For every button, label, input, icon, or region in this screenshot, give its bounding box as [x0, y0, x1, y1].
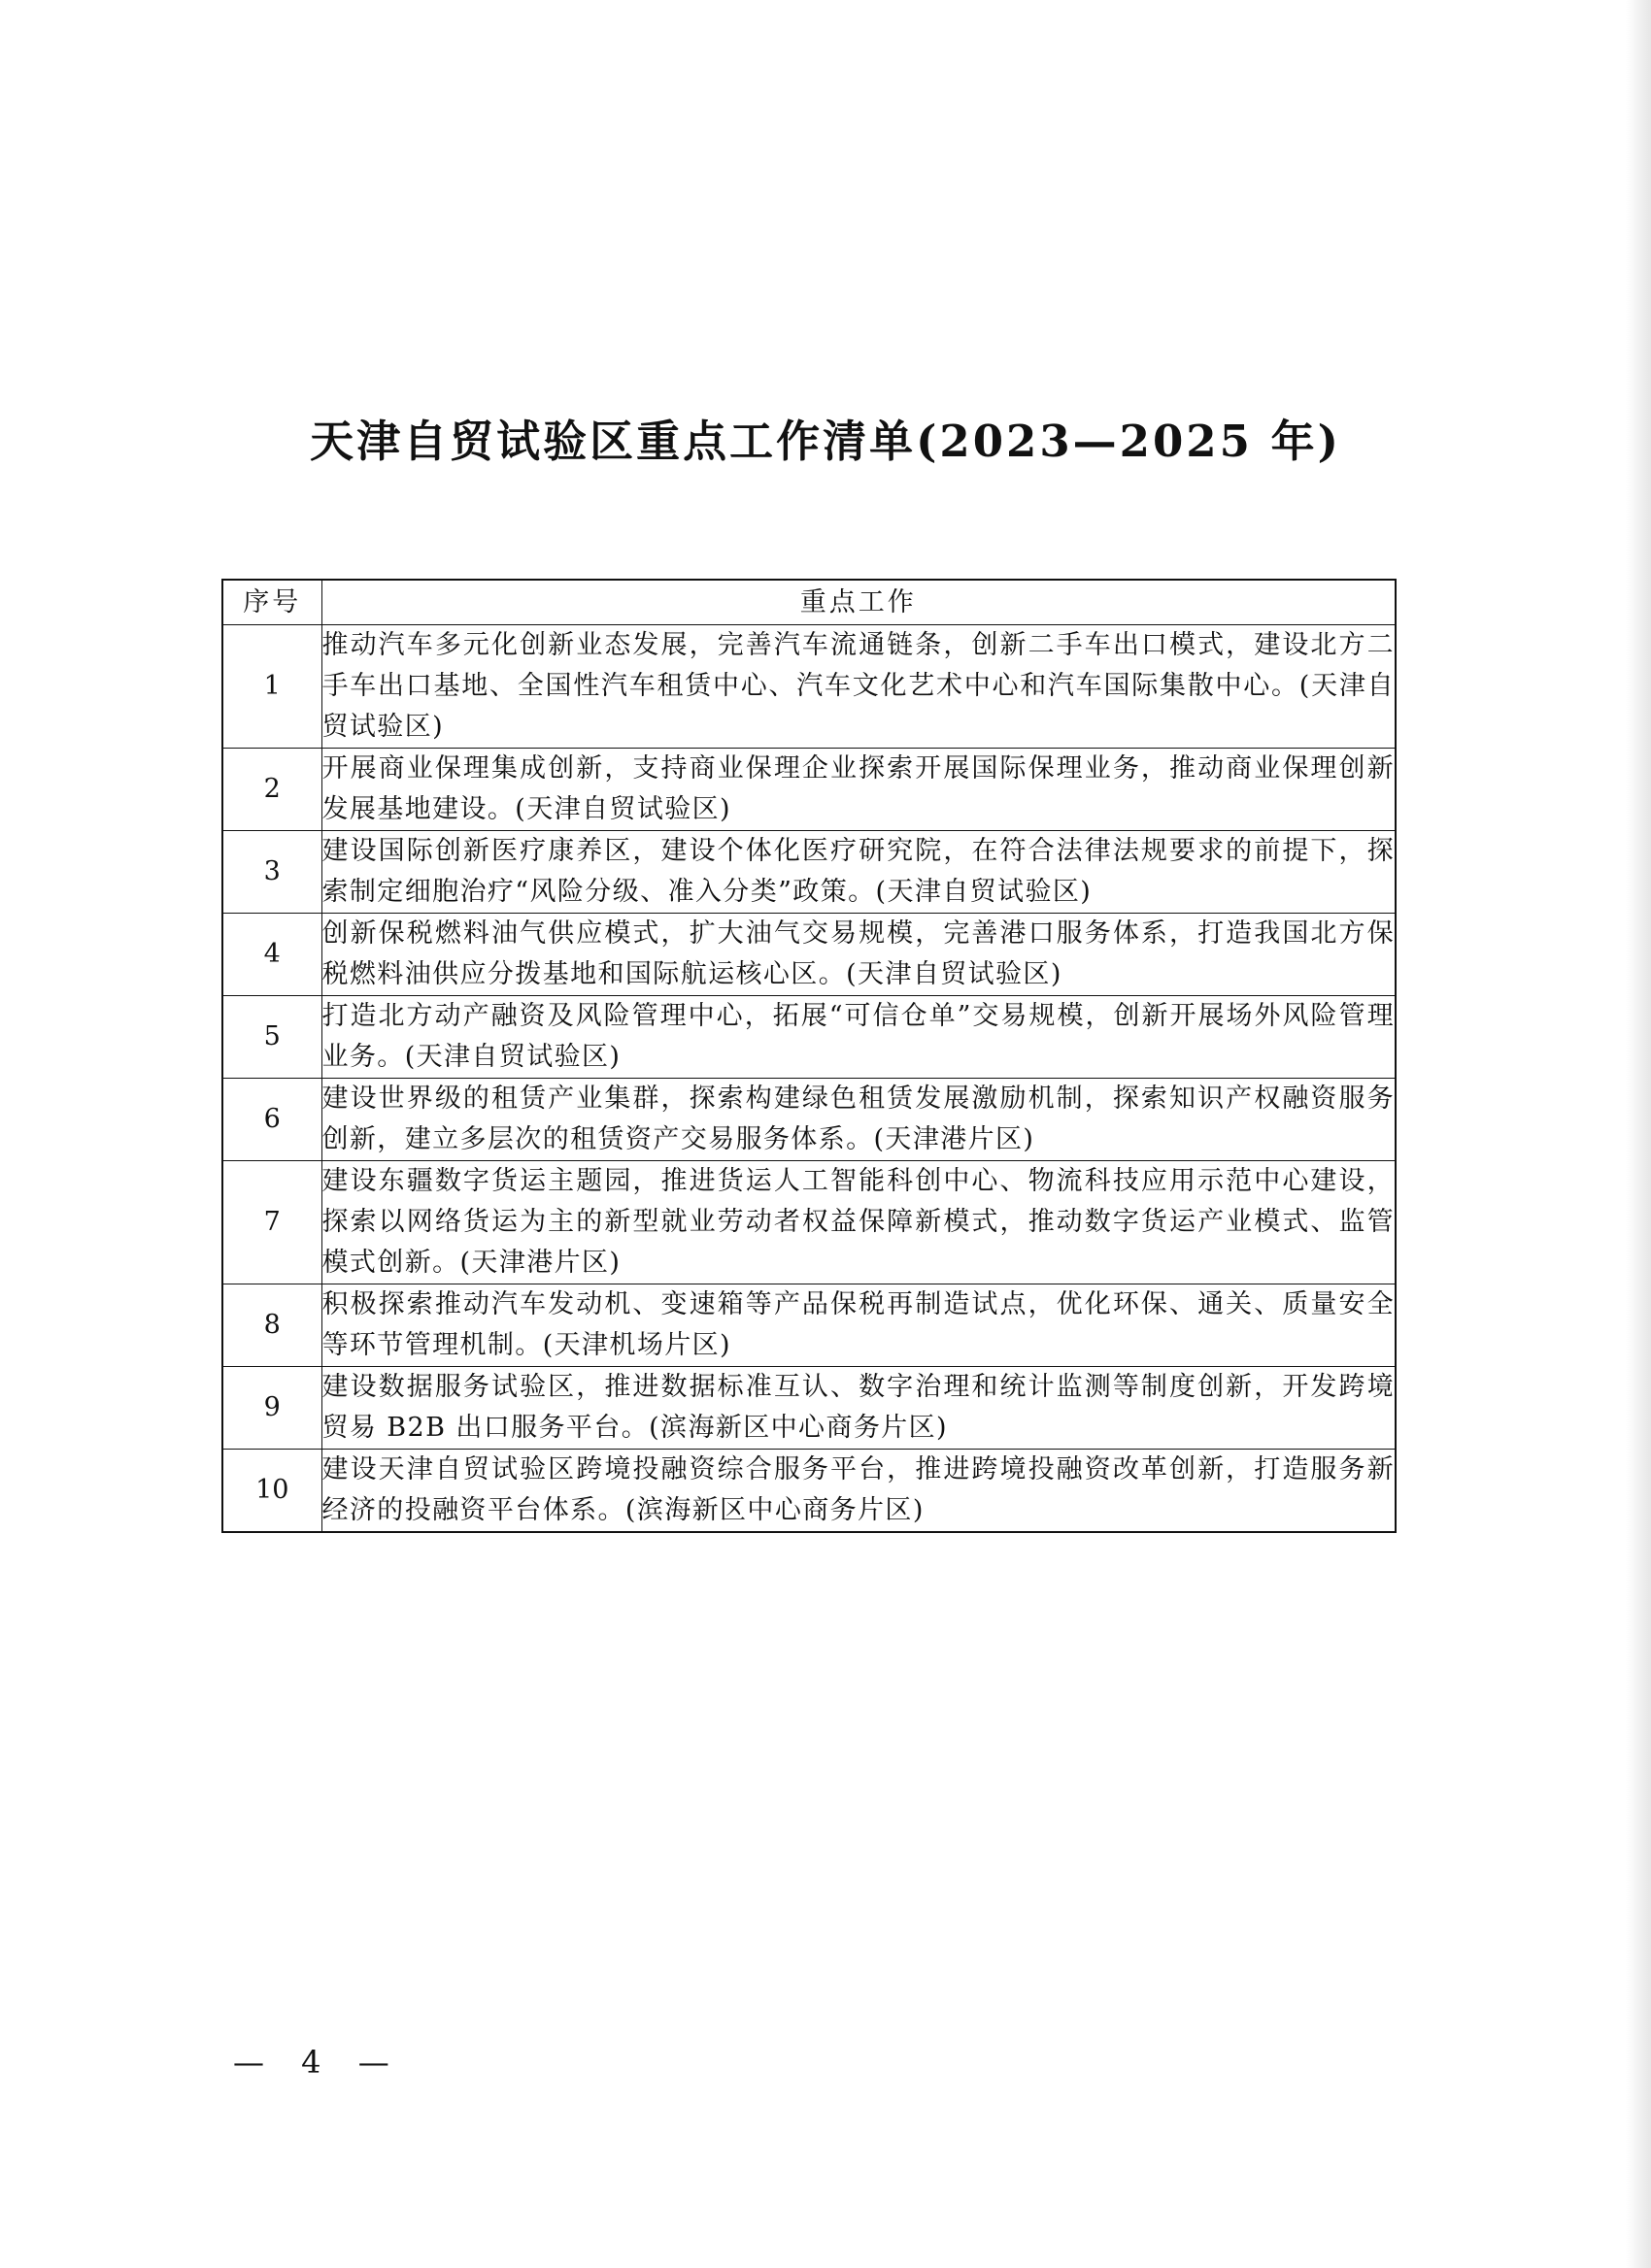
- table-body: [222, 625, 1396, 1533]
- row-content-cell: 创新保税燃料油气供应模式，扩大油气交易规模，完善港口服务体系，打造我国北方保税燃料油供应分拨基地和国际航运核心区。(天津自贸试验区): [321, 914, 1396, 996]
- table-row: [222, 831, 1396, 914]
- row-content-cell: 建设世界级的租赁产业集群，探索构建绿色租赁发展激励机制，探索知识产权融资服务创新，建立多层次的租赁资产交易服务体系。(天津港片区): [321, 1079, 1396, 1161]
- page-number: — 4 —: [233, 2044, 403, 2081]
- table-row: [222, 914, 1396, 996]
- row-content-cell: 推动汽车多元化创新业态发展，完善汽车流通链条，创新二手车出口模式，建设北方二手车出口基地、全国性汽车租赁中心、汽车文化艺术中心和汽车国际集散中心。(天津自贸试验区): [321, 625, 1396, 749]
- table-header-row: [222, 580, 1396, 625]
- table-row: [222, 749, 1396, 831]
- row-content-cell: 打造北方动产融资及风险管理中心，拓展“可信仓单”交易规模，创新开展场外风险管理业务。(天津自贸试验区): [321, 996, 1396, 1079]
- row-index-cell: 6: [222, 1079, 321, 1161]
- document-title: 天津自贸试验区重点工作清单(2023—2025 年): [310, 416, 1341, 467]
- scan-page-edge: [1626, 0, 1651, 2268]
- row-content-cell: 建设国际创新医疗康养区，建设个体化医疗研究院，在符合法律法规要求的前提下，探索制定细胞治疗“风险分级、准入分类”政策。(天津自贸试验区): [321, 831, 1396, 914]
- table-row: [222, 1161, 1396, 1284]
- row-index-cell: 8: [222, 1284, 321, 1367]
- row-index-cell: 9: [222, 1367, 321, 1450]
- row-content-cell: 开展商业保理集成创新，支持商业保理企业探索开展国际保理业务，推动商业保理创新发展基地建设。(天津自贸试验区): [321, 749, 1396, 831]
- table-row: [222, 1284, 1396, 1367]
- row-content-cell: 建设东疆数字货运主题园，推进货运人工智能科创中心、物流科技应用示范中心建设，探索以网络货运为主的新型就业劳动者权益保障新模式，推动数字货运产业模式、监管模式创新。(天津港片区): [321, 1161, 1396, 1284]
- table-row: [222, 996, 1396, 1079]
- row-index-cell: 2: [222, 749, 321, 831]
- row-index-cell: 1: [222, 625, 321, 749]
- table-row: [222, 1450, 1396, 1533]
- row-index-cell: 4: [222, 914, 321, 996]
- key-work-table: [221, 579, 1397, 1533]
- table-row: [222, 1079, 1396, 1161]
- column-header-index: 序号: [222, 580, 321, 625]
- row-index-cell: 7: [222, 1161, 321, 1284]
- column-header-content: 重点工作: [321, 580, 1396, 625]
- row-content-cell: 建设天津自贸试验区跨境投融资综合服务平台，推进跨境投融资改革创新，打造服务新经济的投融资平台体系。(滨海新区中心商务片区): [321, 1450, 1396, 1533]
- row-content-cell: 建设数据服务试验区，推进数据标准互认、数字治理和统计监测等制度创新，开发跨境贸易 B2B 出口服务平台。(滨海新区中心商务片区): [321, 1367, 1396, 1450]
- table-row: [222, 1367, 1396, 1450]
- table-row: [222, 625, 1396, 749]
- row-index-cell: 5: [222, 996, 321, 1079]
- row-index-cell: 10: [222, 1450, 321, 1533]
- row-index-cell: 3: [222, 831, 321, 914]
- row-content-cell: 积极探索推动汽车发动机、变速箱等产品保税再制造试点，优化环保、通关、质量安全等环节管理机制。(天津机场片区): [321, 1284, 1396, 1367]
